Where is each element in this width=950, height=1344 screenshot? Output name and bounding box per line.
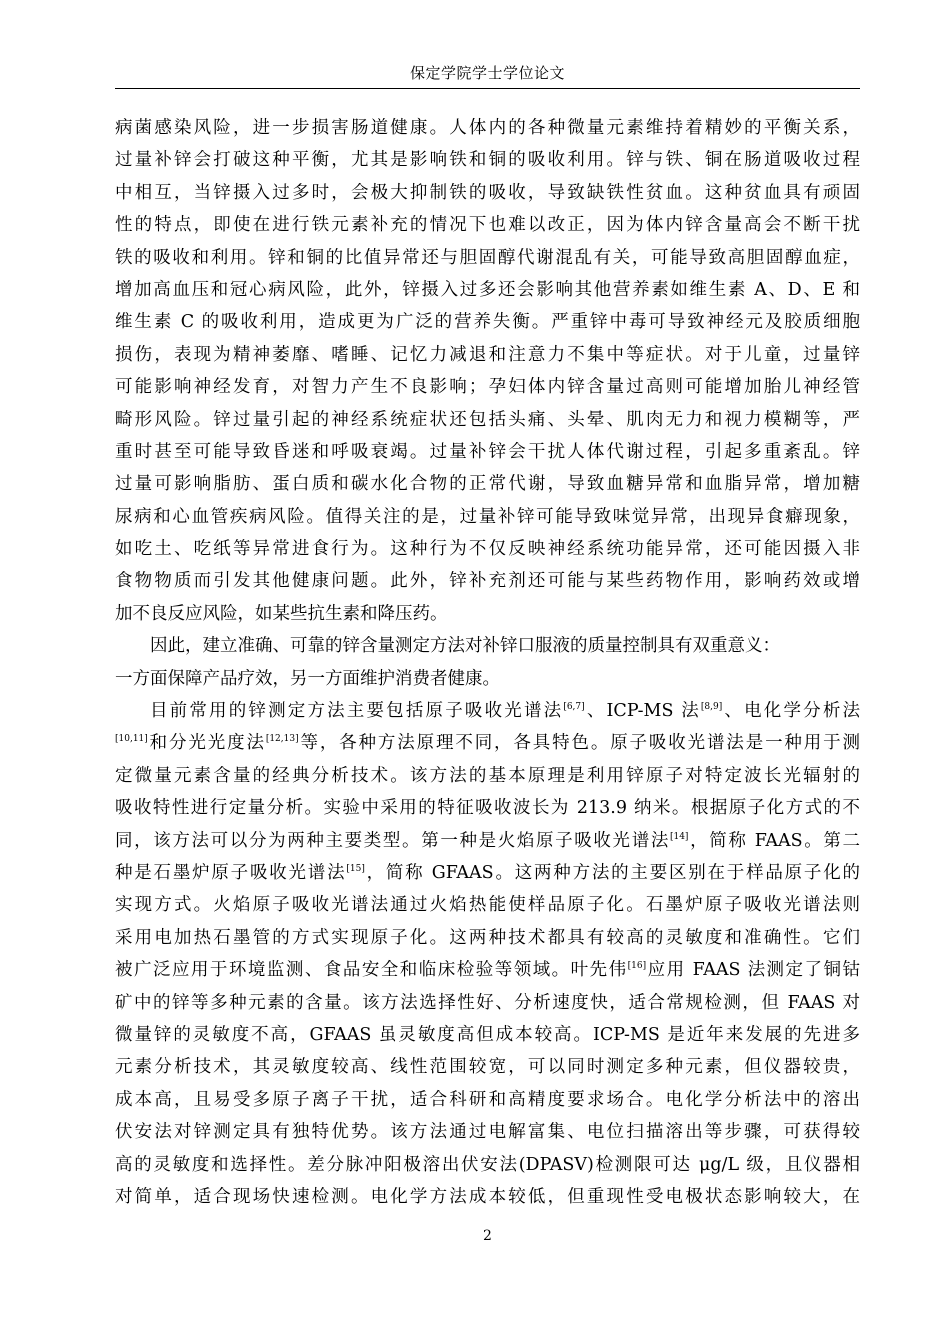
- text-segment: 目前常用的锌测定方法主要包括原子吸收光谱法: [150, 701, 564, 722]
- text-line: 性的特点，即使在进行铁元素补充的情况下也难以改正，因为体内锌含量高会不断干扰: [115, 215, 860, 236]
- text-line: 定微量元素含量的经典分析技术。该方法的基本原理是利用锌原子对特定波长光辐射的: [115, 765, 860, 786]
- citation: [15]: [346, 863, 365, 874]
- text-line: 中相互，当锌摄入过多时，会极大抑制铁的吸收，导致缺铁性贫血。这种贫血具有顽固: [115, 182, 860, 203]
- text-line: 微量锌的灵敏度不高，GFAAS 虽灵敏度高但成本较高。ICP-MS 是近年来发展的先进多: [115, 1024, 860, 1045]
- text-segment: 和分光光度法: [147, 733, 266, 754]
- body-text: [115, 112, 860, 1213]
- text-line: 尿病和心血管疾病风险。值得关注的是，过量补锌可能导致味觉异常，出现异食癖现象，: [115, 506, 860, 527]
- text-line: 因此，建立准确、可靠的锌含量测定方法对补锌口服液的质量控制具有双重意义：: [150, 636, 780, 657]
- text-segment: 应用 FAAS 法测定了铜钴: [646, 960, 861, 981]
- text-line: [115, 825, 860, 857]
- text-line: 实现方式。火焰原子吸收光谱法通过火焰热能使样品原子化。石墨炉原子吸收光谱法则: [115, 895, 860, 916]
- page-header: 保定学院学士学位论文: [409, 64, 565, 82]
- text-line: 畸形风险。锌过量引起的神经系统症状还包括头痛、头晕、肌肉无力和视力模糊等，严: [115, 409, 860, 430]
- text-segment: 同，该方法可以分为两种主要类型。第一种是火焰原子吸收光谱法: [115, 830, 670, 851]
- text-line: 成本高，且易受多原子离子干扰，适合科研和高精度要求场合。电化学分析法中的溶出: [115, 1089, 860, 1110]
- text-line: 损伤，表现为精神萎靡、嗜睡、记忆力减退和注意力不集中等症状。对于儿童，过量锌: [115, 344, 860, 365]
- text-line: 病菌感染风险，进一步损害肠道健康。人体内的各种微量元素维持着精妙的平衡关系，: [115, 118, 860, 138]
- text-line: 伏安法对锌测定具有独特优势。该方法通过电解富集、电位扫描溶出等步骤，可获得较: [115, 1122, 860, 1143]
- text-line: [115, 695, 860, 727]
- text-line: 一方面保障产品疗效，另一方面维护消费者健康。: [115, 668, 500, 689]
- text-segment: 、ICP-MS 法: [584, 701, 701, 722]
- text-line: 元素分析技术，其灵敏度较高、线性范围较宽，可以同时测定多种元素，但仪器较贵，: [115, 1057, 860, 1078]
- citation: [14]: [669, 831, 689, 842]
- header-rule: [115, 88, 860, 89]
- text-line: 矿中的锌等多种元素的含量。该方法选择性好、分析速度快，适合常规检测，但 FAAS 对: [115, 992, 860, 1013]
- text-line: 对简单，适合现场快速检测。电化学方法成本较低，但重现性受电极状态影响较大，在: [115, 1186, 860, 1207]
- text-line: [115, 857, 860, 889]
- text-line: 高的灵敏度和选择性。差分脉冲阳极溶出伏安法(DPASV)检测限可达 μg/L 级，且仪器相: [115, 1154, 860, 1175]
- page-number: 2: [483, 1228, 492, 1244]
- text-segment: ，简称 GFAAS。这两种方法的主要区别在于样品原子化的: [364, 862, 860, 883]
- text-line: 加不良反应风险，如某些抗生素和降压药。: [115, 603, 448, 624]
- text-segment: 被广泛应用于环境监测、食品安全和临床检验等领域。叶先伟: [115, 960, 628, 981]
- text-line: 食物物质而引发其他健康问题。此外，锌补充剂还可能与某些药物作用，影响药效或增: [115, 571, 860, 592]
- text-line: 过量可影响脂肪、蛋白质和碳水化合物的正常代谢，导致血糖异常和血脂异常，增加糖: [115, 474, 860, 495]
- text-segment: ，简称 FAAS。第二: [688, 830, 860, 851]
- text-line: 可能影响神经发育，对智力产生不良影响；孕妇体内锌含量过高则可能增加胎儿神经管: [115, 377, 860, 398]
- text-segment: 、电化学分析法: [722, 701, 861, 722]
- text-line: 采用电加热石墨管的方式实现原子化。这两种技术都具有较高的灵敏度和准确性。它们: [115, 927, 860, 948]
- citation: [12,13]: [265, 734, 299, 745]
- text-line: [115, 727, 860, 759]
- citation: [6,7]: [563, 702, 585, 713]
- text-line: 如吃土、吃纸等异常进食行为。这种行为不仅反映神经系统功能异常，还可能因摄入非: [115, 539, 860, 560]
- citation: [8,9]: [700, 702, 723, 713]
- text-segment: 种是石墨炉原子吸收光谱法: [115, 862, 347, 883]
- text-segment: 等，各种方法原理不同，各具特色。原子吸收光谱法是一种用于测: [298, 733, 861, 754]
- citation: [16]: [627, 961, 647, 972]
- text-line: [115, 954, 860, 986]
- text-line: 重时甚至可能导致昏迷和呼吸衰竭。过量补锌会干扰人体代谢过程，引起多重紊乱。锌: [115, 441, 860, 462]
- text-line: 吸收特性进行定量分析。实验中采用的特征吸收波长为 213.9 纳米。根据原子化方式的不: [115, 798, 860, 819]
- text-line: 过量补锌会打破这种平衡，尤其是影响铁和铜的吸收利用。锌与铁、铜在肠道吸收过程: [115, 150, 860, 171]
- text-line: 维生素 C 的吸收利用，造成更为广泛的营养失衡。严重锌中毒可导致神经元及胶质细胞: [115, 312, 860, 333]
- text-line: 铁的吸收和利用。锌和铜的比值异常还与胆固醇代谢混乱有关，可能导致高胆固醇血症，: [115, 247, 860, 268]
- citation: [10,11]: [115, 734, 148, 745]
- text-line: 增加高血压和冠心病风险，此外，锌摄入过多还会影响其他营养素如维生素 A、D、E 和: [115, 279, 860, 300]
